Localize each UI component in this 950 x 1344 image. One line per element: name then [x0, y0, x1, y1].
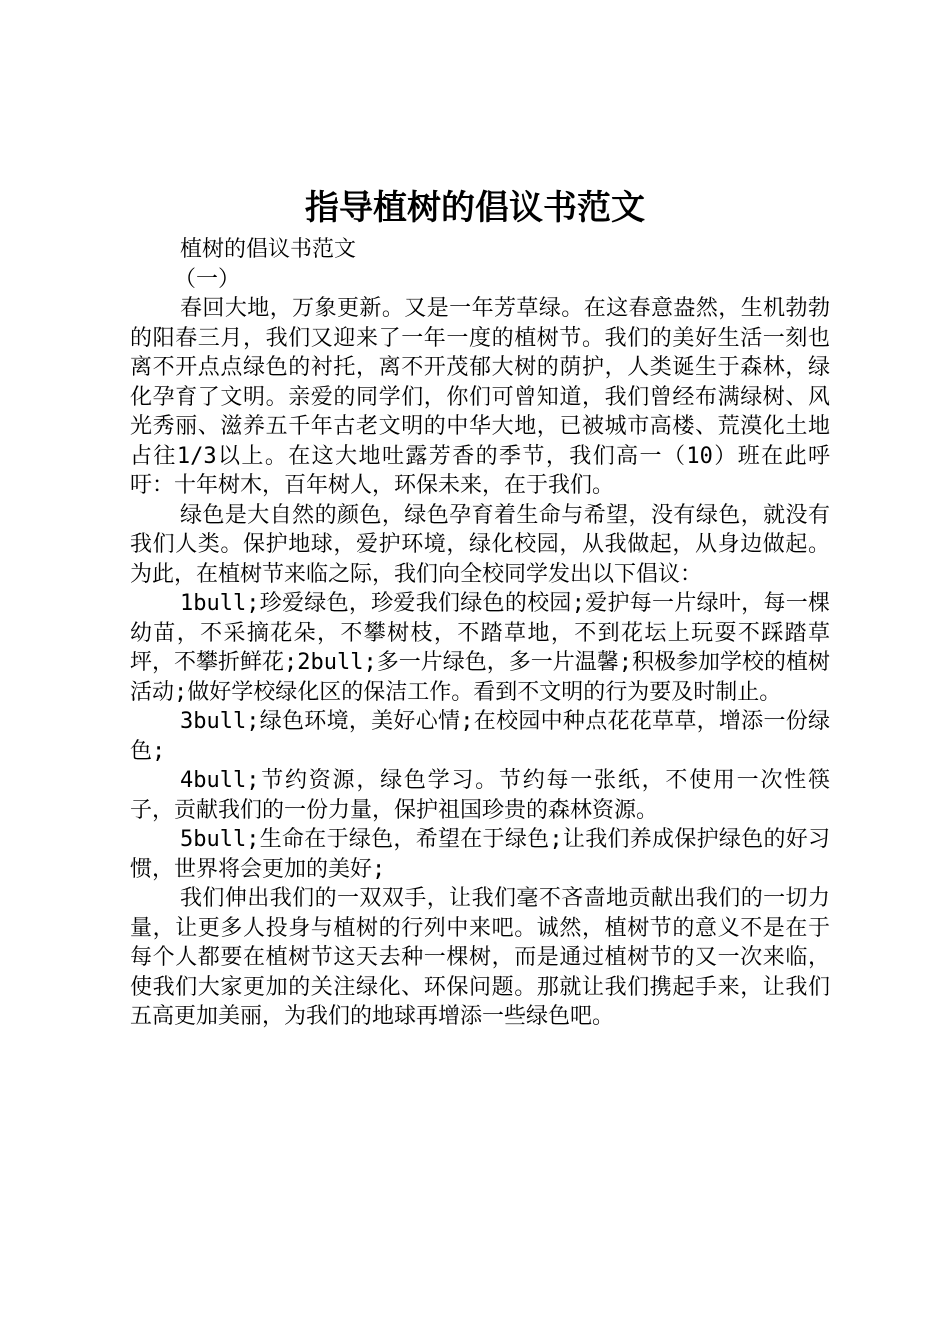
- paragraph-proposal-4: 4bull;节约资源，绿色学习。节约每一张纸，不使用一次性筷子，贡献我们的一份力量，保护祖国珍贵的森林资源。: [130, 768, 830, 823]
- paragraph-intro: 春回大地，万象更新。又是一年芳草绿。在这春意盎然，生机勃勃的阳春三月，我们又迎来了一年一度的植树节。我们的美好生活一刻也离不开点点绿色的衬托，离不开茂郁大树的荫护，人类诞生于森林，绿化孕育了文明。亲爱的同学们，你们可曾知道，我们曾经布满绿树、风光秀丽、滋养五千年古老文明的中华大地，已被城市高楼、荒漠化土地占往1/3以上。在这大地吐露芳香的季节，我们高一（10）班在此呼吁：十年树木，百年树人，环保未来，在于我们。: [130, 296, 830, 498]
- paragraph-proposal-5: 5bull;生命在于绿色，希望在于绿色;让我们养成保护绿色的好习惯，世界将会更加的美好;: [130, 827, 830, 882]
- paragraph-green: 绿色是大自然的颜色，绿色孕育着生命与希望，没有绿色，就没有我们人类。保护地球，爱护环境，绿化校园，从我做起，从身边做起。为此，在植树节来临之际，我们向全校同学发出以下倡议：: [130, 502, 830, 587]
- paragraph-closing: 我们伸出我们的一双双手，让我们毫不吝啬地贡献出我们的一切力量，让更多人投身与植树的行列中来吧。诚然，植树节的意义不是在于每个人都要在植树节这天去种一棵树，而是通过植树节的又一次来临，使我们大家更加的关注绿化、环保问题。那就让我们携起手来，让我们五高更加美丽，为我们的地球再增添一些绿色吧。: [130, 886, 830, 1029]
- document-body: [130, 235, 830, 1032]
- document-title: 指导植树的倡议书范文: [305, 188, 645, 228]
- paragraph-proposal-1-2: 1bull;珍爱绿色，珍爱我们绿色的校园;爱护每一片绿叶，每一棵幼苗，不采摘花朵，不攀树枝，不踏草地，不到花坛上玩耍不踩踏草坪，不攀折鲜花;2bull;多一片绿色，多一片温馨;积极参加学校的植树活动;做好学校绿化区的保洁工作。看到不文明的行为要及时制止。: [130, 591, 830, 705]
- paragraph-proposal-3: 3bull;绿色环境，美好心情;在校园中种点花花草草，增添一份绿色;: [130, 709, 830, 764]
- document-subtitle: 植树的倡议书范文: [180, 237, 357, 262]
- section-label: （一）: [174, 266, 241, 292]
